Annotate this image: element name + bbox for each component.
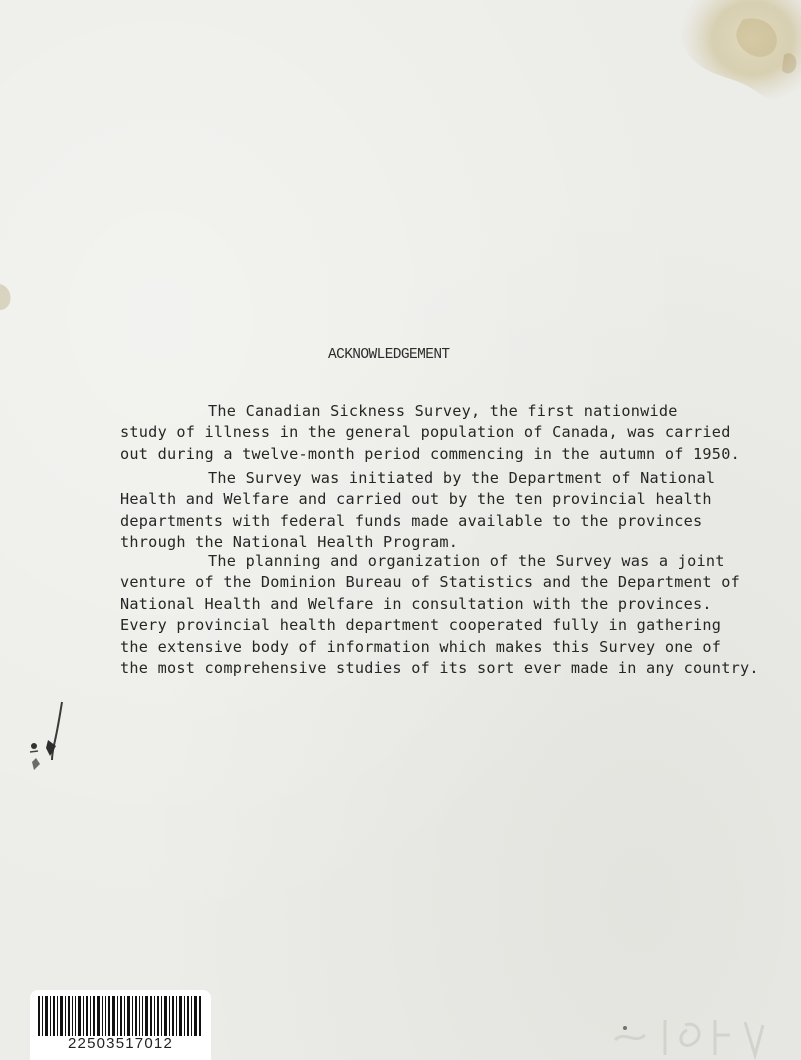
paragraph-survey-intro (120, 401, 740, 465)
paragraph-line: The Survey was initiated by the Department of National (208, 469, 716, 487)
paragraph-survey-planning (120, 551, 759, 679)
paragraph-line: study of illness in the general population of Canada, was carried (120, 423, 731, 442)
paragraph-line: the most comprehensive studies of its sort ever made in any country. (120, 659, 759, 678)
page-title: ACKNOWLEDGEMENT (328, 347, 450, 363)
paragraph-line: Health and Welfare and carried out by the ten provincial health (120, 490, 712, 509)
paper-stain (672, 0, 801, 110)
paragraph-line: venture of the Dominion Bureau of Statistics and the Department of (120, 573, 740, 592)
barcode-label (30, 990, 211, 1060)
paragraph-line: National Health and Welfare in consultation with the provinces. (120, 594, 712, 613)
paragraph-line: out during a twelve-month period commencing in the autumn of 1950. (120, 444, 740, 463)
faint-bleedthrough (605, 1000, 775, 1060)
paragraph-line: Every provincial health department cooperated fully in gathering (120, 616, 722, 635)
paragraph-line: the extensive body of information which makes this Survey one of (120, 637, 722, 656)
barcode-number: 22503517012 (68, 1035, 173, 1052)
ink-marks (22, 700, 72, 780)
paragraph-line: The Canadian Sickness Survey, the first nationwide (208, 402, 678, 420)
barcode-icon (36, 996, 205, 1036)
paragraph-line: The planning and organization of the Survey was a joint (208, 552, 725, 570)
paragraph-line: through the National Health Program. (120, 533, 459, 552)
paragraph-survey-initiation (120, 468, 716, 554)
paper-spot (0, 282, 14, 312)
paragraph-line: departments with federal funds made available to the provinces (120, 511, 703, 530)
